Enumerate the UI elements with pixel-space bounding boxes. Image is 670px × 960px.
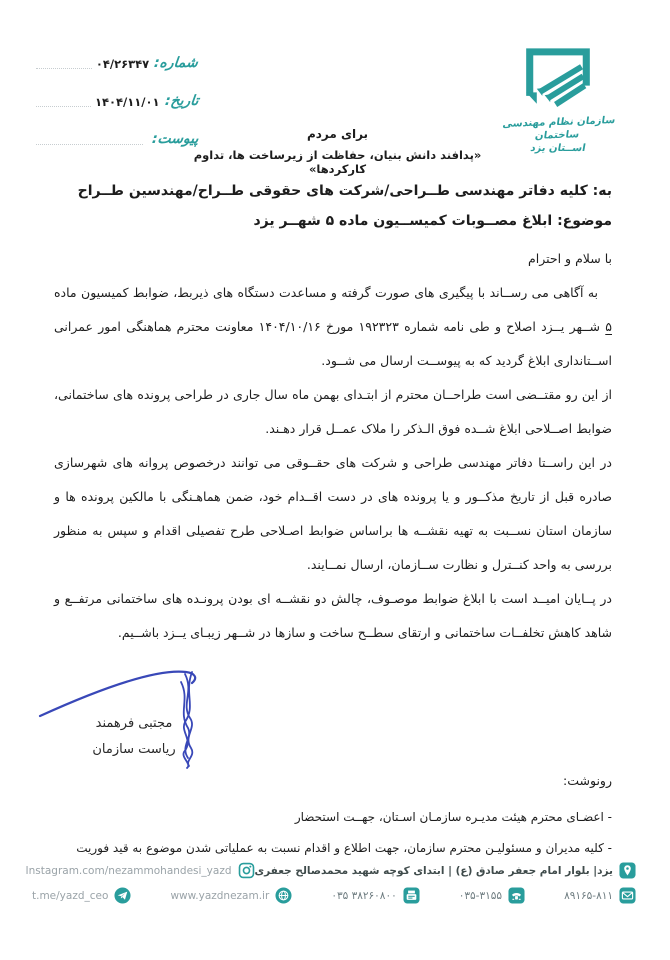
phone-icon (508, 887, 525, 904)
letter-number-row (36, 50, 198, 73)
slogan-line2: «پدافند دانش بنیان، حفاظت از زیرساخت ها، تداوم کارکردها» (193, 148, 482, 176)
letter-date-label: تاریخ: (163, 93, 199, 109)
dotted-line (36, 144, 143, 145)
paragraph-1 (54, 276, 612, 378)
letter-date-row (36, 88, 198, 111)
paragraph-4: در پــایان امیــد است با ابلاغ ضوابط موصـوف، چالش دو نقشــه ای بودن پرونـده های ساختمانی مرتفــع و شاهد کاهش تخلفــات ساختمانی و ارتقای سطــح ساخت و سازها در شــهر زیبـای یــزد باشــیم. (54, 591, 612, 640)
footer-row-1 (25, 862, 636, 879)
mail-icon (619, 887, 636, 904)
letter-date-value: ۱۴۰۴/۱۱/۰۱ (94, 95, 160, 109)
paragraph-3: در این راســتا دفاتر مهندسی طراحی و شرکت های حقــوقی می توانند درخصوص پروانه های شهرسازی صادره قبل از تاریخ مذکــور و یا پرونده های در دست اقــدام خود، ضمن هماهـنگی با مالکین پرونده ها و سازمان استان نســبت به تهیه نقشــه ها براساس ضوابط اصـلاحی طرح تفصیلی اقدام و سپس به منظور بررسی به واحد کنــترل و نظارت ســازمان، ارسال نمــایند. (54, 455, 612, 572)
subject-line: موضوع: ابلاغ مصــوبات کمیســیون ماده ۵ شهــر یزد (253, 213, 612, 229)
letter-number-label: شماره: (153, 55, 199, 71)
fax-item (331, 887, 419, 904)
website-item (170, 887, 292, 904)
cc-section (30, 770, 612, 864)
phone-value: ۰۳۵-۳۱۵۵ (458, 889, 503, 902)
dotted-line (36, 68, 92, 69)
postal-code-item (564, 887, 636, 904)
instagram-item (26, 862, 255, 879)
letter-number-value: ۰۴/۲۶۳۴۷ (95, 57, 150, 71)
org-logo-icon (518, 95, 598, 114)
globe-icon (275, 887, 292, 904)
postal-code-value: ۸۹۱۶۵-۸۱۱ (564, 889, 613, 902)
website-url: www.yazdnezam.ir (170, 889, 270, 902)
cc-label: رونوشت: (563, 773, 612, 788)
org-name-line2: اســتان یزد (529, 143, 587, 154)
slogan-line1: برای مردم (306, 127, 369, 141)
cc-item: - اعضـای محترم هیئت مدیـره سازمـان اسـتان، جهــت استحضار (294, 810, 612, 824)
signer-title: ریاست سازمان (92, 742, 176, 757)
org-name-line1: سازمان نظام مهندسی ساختمان (501, 115, 616, 142)
dotted-line (36, 106, 91, 107)
phone-item (459, 887, 525, 904)
paragraph-1-text: به آگاهی می رســاند با پیگیری های صورت گرفته و مساعدت دستگاه های ذیربط، ضوابط کمیسیون ماده (54, 285, 598, 300)
telegram-handle: t.me/yazd_ceo (32, 889, 109, 902)
footer-contact-strip (25, 862, 636, 912)
salutation: با سلام و احترام (528, 251, 612, 266)
underlined-article-number: ۵ (605, 319, 612, 334)
paragraph-1-rest: شــهر یــزد اصلاح و طی نامه شماره ۱۹۲۳۲۳ مورخ ۱۴۰۴/۱۰/۱۶ معاونت محترم هماهنگی امور عمرانی اســتانداری ابلاغ گردید که به پیوســت ارسال می شــود. (54, 319, 612, 368)
letter-body (54, 176, 612, 650)
map-pin-icon (619, 862, 636, 879)
fax-value: ۰۳۵ ۳۸۲۶۰۸۰۰ (331, 889, 397, 902)
recipient-line: به: کلیه دفاتر مهندسی طــراحی/شرکت های حقوقی طــراح/مهندسین طــراح (77, 183, 612, 199)
telegram-item (32, 887, 131, 904)
instagram-handle: Instagram.com/nezammohandesi_yazd (25, 864, 232, 877)
header-slogan (165, 127, 510, 176)
footer-row-2 (32, 887, 636, 904)
instagram-icon (238, 862, 255, 879)
fax-icon (403, 887, 420, 904)
telegram-icon (114, 887, 131, 904)
letter-attachment-label: پیوست: (150, 131, 199, 147)
signature-block (34, 650, 234, 757)
cc-item: - کلیه مدیران و مسئولیـن محترم سازمان، جهت اطلاع و اقدام نسبت به عملیاتی شدن موضوع به قید فوریت (76, 841, 612, 855)
signer-name: مجتبی فرهمند (95, 716, 173, 731)
address-text: یزد| بلوار امام جعفر صادق (ع) | ابتدای کوچه شهید محمدصالح جعفری (254, 864, 613, 877)
paragraph-2: از این رو مقتــضی است طراحــان محترم از ابتـدای بهمن ماه سال جاری در طراحی پرونده های ساختمانی، ضوابط اصــلاحی ابلاغ شــده فوق الـذکر را ملاک عمــل قرار دهـند. (54, 387, 612, 436)
address-item (255, 862, 636, 879)
